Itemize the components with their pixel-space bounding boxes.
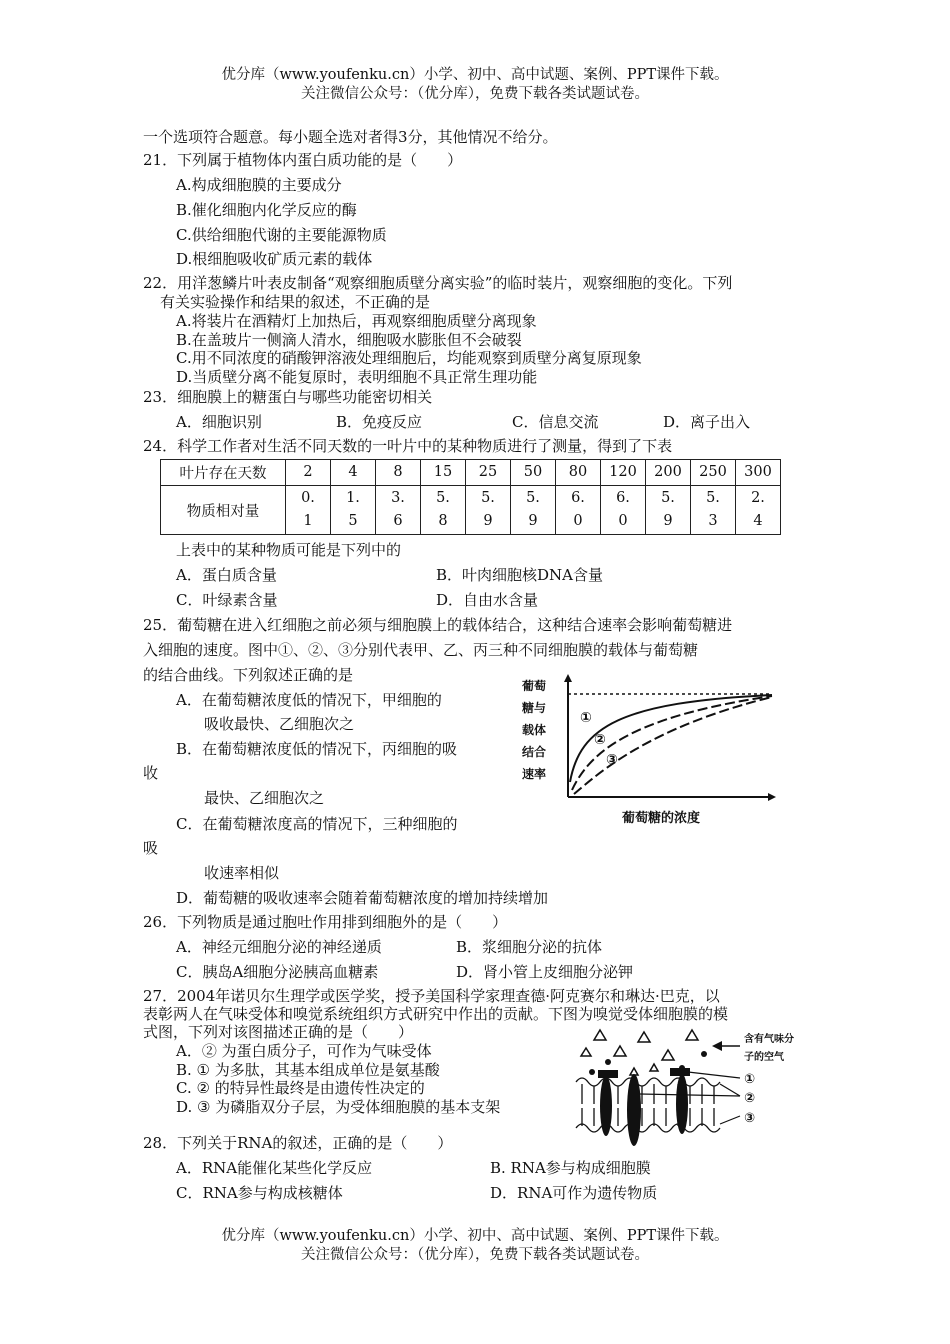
- table-header-days: 叶片存在天数: [161, 460, 286, 486]
- footer-line-2: 关注微信公众号：（优分库），免费下载各类试题试卷。: [301, 1247, 649, 1263]
- table-cell-value: [691, 486, 736, 535]
- q27-option-c: C. ② 的特异性最终是由遗传性决定的: [176, 1079, 425, 1097]
- q28-option-b: B. RNA参与构成细胞膜: [490, 1159, 651, 1177]
- value-top: 1.: [346, 490, 360, 506]
- table-cell-day: 120: [601, 460, 646, 486]
- value-bottom: 4: [753, 513, 763, 529]
- q24-data-table: [160, 459, 781, 535]
- q22-option-c: C.用不同浓度的硝酸钾溶液处理细胞后，均能观察到质壁分离复原现象: [176, 349, 642, 367]
- mark-2: ②: [744, 1091, 756, 1106]
- ylabel-line: 葡萄: [522, 679, 547, 693]
- value-bottom: 5: [348, 513, 358, 529]
- q28-stem: 28．下列关于RNA的叙述，正确的是（ ）: [143, 1134, 453, 1152]
- q25-stem-1: 25．葡萄糖在进入红细胞之前必须与细胞膜上的载体结合，这种结合速率会影响葡萄糖进: [143, 616, 733, 634]
- table-cell-day: 50: [511, 460, 556, 486]
- q25-option-c-1: C．在葡萄糖浓度高的情况下，三种细胞的: [176, 815, 458, 833]
- q22-option-a: A.将装片在酒精灯上加热后，再观察细胞质壁分离现象: [176, 312, 537, 330]
- q26-option-a: A．神经元细胞分泌的神经递质: [176, 938, 382, 956]
- table-cell-value: [736, 486, 781, 535]
- q25-stem-2: 入细胞的速度。图中①、②、③分别代表甲、乙、丙三种不同细胞膜的载体与葡萄糖: [143, 641, 699, 659]
- value-bottom: 6: [393, 513, 403, 529]
- q26-option-c: C．胰岛A细胞分泌胰高血糖素: [176, 963, 379, 981]
- q28-option-d: D．RNA可作为遗传物质: [490, 1184, 658, 1202]
- q21-option-a: A.构成细胞膜的主要成分: [176, 176, 342, 194]
- curve-1-label: ①: [580, 710, 592, 726]
- q27-option-a: A．② 为蛋白质分子，可作为气味受体: [176, 1042, 432, 1060]
- table-cell-value: [376, 486, 421, 535]
- value-bottom: 9: [663, 513, 673, 529]
- q24-option-b: B．叶肉细胞核DNA含量: [436, 566, 604, 584]
- q24-option-d: D．自由水含量: [436, 591, 539, 609]
- table-cell-value: [421, 486, 466, 535]
- q25-stem-3: 的结合曲线。下列叙述正确的是: [143, 666, 354, 684]
- q23-stem: 23．细胞膜上的糖蛋白与哪些功能密切相关: [143, 388, 433, 406]
- q25-option-b-3: 最快、乙细胞次之: [204, 789, 325, 807]
- value-bottom: 0: [618, 513, 628, 529]
- glucose-binding-figure: [510, 672, 790, 832]
- curve-2-label: ②: [594, 732, 606, 748]
- table-cell-day: 2: [286, 460, 331, 486]
- q21-option-b: B.催化细胞内化学反应的酶: [176, 201, 357, 219]
- ylabel-line: 载体: [522, 723, 547, 737]
- value-bottom: 9: [483, 513, 493, 529]
- value-top: 5.: [436, 490, 450, 506]
- intro-text: 一个选项符合题意。每小题全选对者得3分，其他情况不给分。: [143, 128, 558, 146]
- value-top: 6.: [616, 490, 630, 506]
- table-row-values: [161, 486, 781, 535]
- q21-option-d: D.根细胞吸收矿质元素的载体: [176, 250, 373, 268]
- q26-stem: 26．下列物质是通过胞吐作用排到细胞外的是（ ）: [143, 913, 508, 931]
- q28-option-c: C．RNA参与构成核糖体: [176, 1184, 343, 1202]
- q25-option-a-1: A．在葡萄糖浓度低的情况下，甲细胞的: [176, 691, 442, 709]
- value-top: 6.: [571, 490, 585, 506]
- q21-option-c: C.供给细胞代谢的主要能源物质: [176, 226, 387, 244]
- olfactory-membrane-figure: [572, 1024, 812, 1148]
- mark-1: ①: [744, 1072, 756, 1087]
- xlabel: 葡萄糖的浓度: [622, 811, 701, 826]
- table-cell-day: 15: [421, 460, 466, 486]
- ylabel-line: 结合: [522, 745, 547, 759]
- q23-option-a: A．细胞识别: [176, 413, 262, 431]
- q21-stem: 21．下列属于植物体内蛋白质功能的是（ ）: [143, 151, 463, 169]
- x-axis-arrow: [768, 793, 776, 801]
- table-cell-day: 300: [736, 460, 781, 486]
- q25-option-a-2: 吸收最快、乙细胞次之: [204, 715, 355, 733]
- value-top: 5.: [481, 490, 495, 506]
- q22-stem-2: 有关实验操作和结果的叙述，不正确的是: [160, 293, 431, 311]
- header-line-1: 优分库（www.youfenku.cn）小学、初中、高中试题、案例、PPT课件下载。: [221, 67, 729, 83]
- curve-3-label: ③: [606, 752, 618, 768]
- ylabel-line: 糖与: [522, 701, 547, 715]
- air-label-2: 子的空气: [744, 1052, 784, 1063]
- air-arrow-head: [712, 1041, 722, 1051]
- value-bottom: 8: [438, 513, 448, 529]
- value-top: 5.: [706, 490, 720, 506]
- value-top: 5.: [661, 490, 675, 506]
- table-header-values: 物质相对量: [161, 486, 286, 535]
- q25-option-d: D．葡萄糖的吸收速率会随着葡萄糖浓度的增加持续增加: [176, 889, 549, 907]
- q27-option-d: D. ③ 为磷脂双分子层，为受体细胞膜的基本支架: [176, 1098, 501, 1116]
- table-cell-day: 8: [376, 460, 421, 486]
- q22-option-b: B.在盖玻片一侧滴人清水，细胞吸水膨胀但不会破裂: [176, 331, 522, 349]
- q24-option-a: A．蛋白质含量: [176, 566, 277, 584]
- air-label-1: 含有气味分: [744, 1034, 794, 1045]
- header-line-2: 关注微信公众号：（优分库），免费下载各类试题试卷。: [301, 86, 649, 102]
- y-axis-arrow: [564, 674, 572, 682]
- q27-stem-3: 式图，下列对该图描述正确的是（ ）: [143, 1023, 414, 1041]
- q24-option-c: C．叶绿素含量: [176, 591, 278, 609]
- value-top: 5.: [526, 490, 540, 506]
- table-cell-value: [601, 486, 646, 535]
- table-cell-day: 250: [691, 460, 736, 486]
- q27-stem-2: 表彰两人在气味受体和嗅觉系统组织方式研究中作出的贡献。下图为嗅觉受体细胞膜的模: [143, 1005, 729, 1023]
- q23-option-d: D．离子出入: [663, 413, 751, 431]
- value-bottom: 1: [303, 513, 313, 529]
- ylabel-line: 速率: [522, 767, 547, 781]
- q25-option-b-1: B．在葡萄糖浓度低的情况下，丙细胞的吸: [176, 740, 458, 758]
- q24-after-text: 上表中的某种物质可能是下列中的: [176, 541, 402, 559]
- table-cell-day: 200: [646, 460, 691, 486]
- table-row-days: [161, 460, 781, 486]
- table-cell-day: 25: [466, 460, 511, 486]
- value-bottom: 3: [708, 513, 718, 529]
- q25-option-c-3: 收速率相似: [204, 864, 280, 882]
- footer-line-1: 优分库（www.youfenku.cn）小学、初中、高中试题、案例、PPT课件下载。: [221, 1228, 729, 1244]
- q23-option-b: B．免疫反应: [336, 413, 423, 431]
- value-top: 3.: [391, 490, 405, 506]
- value-bottom: 9: [528, 513, 538, 529]
- q25-option-c-2: 吸: [143, 839, 159, 857]
- table-cell-value: [646, 486, 691, 535]
- q27-option-b: B. ① 为多肽，其基本组成单位是氨基酸: [176, 1061, 440, 1079]
- q26-option-b: B．浆细胞分泌的抗体: [456, 938, 603, 956]
- table-cell-value: [511, 486, 556, 535]
- table-cell-value: [466, 486, 511, 535]
- q26-option-d: D．肾小管上皮细胞分泌钾: [456, 963, 634, 981]
- value-bottom: 0: [573, 513, 583, 529]
- receptor-proteins: [598, 1068, 690, 1146]
- table-cell-value: [331, 486, 376, 535]
- q27-stem-1: 27．2004年诺贝尔生理学或医学奖，授予美国科学家理查德·阿克赛尔和琳达·巴克，以: [143, 987, 720, 1005]
- q22-stem-1: 22．用洋葱鳞片叶表皮制备“观察细胞质壁分离实验”的临时装片，观察细胞的变化。下列: [143, 274, 733, 292]
- value-top: 2.: [751, 490, 765, 506]
- table-cell-value: [556, 486, 601, 535]
- table-cell-day: 80: [556, 460, 601, 486]
- value-top: 0.: [301, 490, 315, 506]
- mark-3: ③: [744, 1111, 756, 1126]
- q22-option-d: D.当质壁分离不能复原时，表明细胞不具正常生理功能: [176, 368, 538, 386]
- q23-option-c: C．信息交流: [512, 413, 599, 431]
- q24-stem: 24．科学工作者对生活不同天数的一叶片中的某种物质进行了测量，得到了下表: [143, 437, 673, 455]
- q28-option-a: A．RNA能催化某些化学反应: [176, 1159, 373, 1177]
- table-cell-day: 4: [331, 460, 376, 486]
- table-cell-value: [286, 486, 331, 535]
- phospholipid-bilayer: [576, 1078, 720, 1132]
- q25-option-b-2: 收: [143, 764, 159, 782]
